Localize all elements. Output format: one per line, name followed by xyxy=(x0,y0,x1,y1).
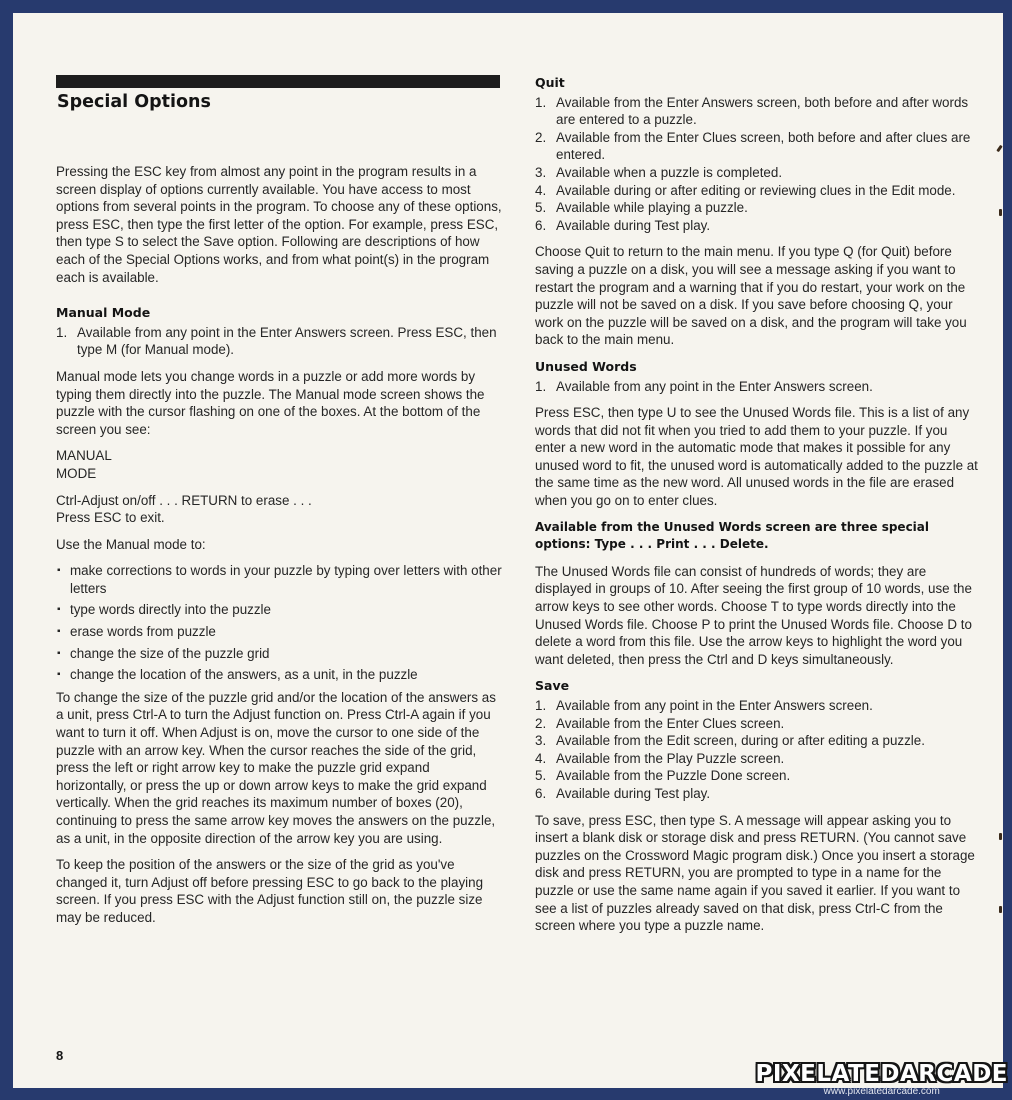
paper-mark xyxy=(999,209,1002,216)
unused-paragraph-1: Press ESC, then type U to see the Unused Words file. This is a list of any words that did not fit when you tried to add them to your puzzle. If you enter a new word in the automatic mode that makes it possible for any unused word to fit, the unused word is automatically added to the puzzle at the same time as the new word. All unused words in the file are erased when you go on to enter clues. xyxy=(535,405,978,509)
manual-uses-list xyxy=(56,562,503,684)
manual-page xyxy=(13,13,1003,1088)
page-number: 8 xyxy=(56,1048,64,1063)
screen-text-mode xyxy=(56,447,503,482)
quit-availability-list xyxy=(535,94,979,235)
list-item: 2. Available from the Enter Clues screen, both before and after clues are entered. xyxy=(535,129,979,164)
list-item: ▪ change the size of the puzzle grid xyxy=(56,645,503,663)
list-item: 1. Available from any point in the Enter Answers screen. xyxy=(535,378,979,396)
manual-paragraph-2: To change the size of the puzzle grid and/or the location of the answers as a unit, press Ctrl-A to turn the Adjust function on. Press Ctrl-A again if you want to turn it off. When Adjust is on, move the cursor to one side of the puzzle with an arrow key. When the cursor reaches the side of the grid, press the left or right arrow key to make the puzzle grid expand horizontally, or press the up or down arrow keys to make the grid expand vertically. When the grid reaches its maximum number of boxes (20), continuing to press the same arrow key moves the answers on the puzzle, as a unit, in the opposite direction of the arrow key you are using. xyxy=(56,689,496,846)
list-item: 1. Available from any point in the Enter Answers screen. xyxy=(535,697,979,715)
screen-text-line: MANUAL xyxy=(56,448,112,464)
list-item: 3. Available when a puzzle is completed. xyxy=(535,164,979,182)
watermark-url: www.pixelatedarcade.com xyxy=(823,1086,940,1097)
screen-text-line: Press ESC to exit. xyxy=(56,510,165,526)
unused-words-heading: Unused Words xyxy=(535,358,637,374)
right-column xyxy=(535,74,979,944)
list-item: ▪ erase words from puzzle xyxy=(56,623,503,641)
paper-mark xyxy=(999,833,1002,840)
screen-text-line: MODE xyxy=(56,465,97,481)
list-item: 6. Available during Test play. xyxy=(535,217,979,235)
list-item: 6. Available during Test play. xyxy=(535,785,979,803)
screen-text-controls xyxy=(56,492,503,527)
list-item: 5. Available while playing a puzzle. xyxy=(535,199,979,217)
section-banner-bar xyxy=(56,75,500,88)
list-item: ▪ make corrections to words in your puzzle by typing over letters with other letters xyxy=(56,562,503,597)
page-title: Special Options xyxy=(57,92,211,112)
list-item: 4. Available during or after editing or reviewing clues in the Edit mode. xyxy=(535,182,979,200)
quit-heading: Quit xyxy=(535,75,565,90)
manual-availability-list xyxy=(56,324,503,359)
list-item: 2. Available from the Enter Clues screen. xyxy=(535,715,979,733)
list-item: 5. Available from the Puzzle Done screen. xyxy=(535,767,979,785)
list-item: ▪ change the location of the answers, as a unit, in the puzzle xyxy=(56,666,503,684)
list-item: 4. Available from the Play Puzzle screen. xyxy=(535,750,979,768)
list-item: 3. Available from the Edit screen, during or after editing a puzzle. xyxy=(535,732,979,750)
save-paragraph: To save, press ESC, then type S. A message will appear asking you to insert a blank disk or storage disk and press RETURN. (You cannot save puzzles on the Crossword Magic program disk.) Once you insert a storage disk and press RETURN, you are prompted to type in a name for the puzzle or use the same name again if you saved it earlier. If you want to see a list of puzzles already saved on that disk, press Ctrl-C from the screen where you type a puzzle name. xyxy=(535,812,975,934)
unused-availability-list xyxy=(535,378,979,396)
watermark xyxy=(755,1062,1008,1098)
manual-mode-heading: Manual Mode xyxy=(56,305,151,321)
list-item: ▪ type words directly into the puzzle xyxy=(56,601,503,619)
paper-mark xyxy=(999,906,1002,913)
left-column xyxy=(56,163,503,936)
list-item: 1. Available from the Enter Answers screen, both before and after words are entered to a puzzle. xyxy=(535,94,979,129)
watermark-logo: PIXELATEDARCADE xyxy=(755,1061,1008,1087)
unused-paragraph-2: The Unused Words file can consist of hundreds of words; they are displayed in groups of 10. After seeing the first group of 10 words, use the arrow keys to see other words. Choose T to type words directly into the Unused Words file. Choose P to print the Unused Words file. Choose D to delete a word from this file. Use the arrow keys to highlight the word you want deleted, then press the Ctrl and D keys simultaneously. xyxy=(535,563,972,667)
manual-paragraph-1: Manual mode lets you change words in a puzzle or add more words by typing them directly into the puzzle. The Manual mode screen shows the puzzle with the cursor flashing on one of the boxes. At the bottom of the screen you see: xyxy=(56,368,485,437)
save-availability-list xyxy=(535,697,979,803)
quit-paragraph: Choose Quit to return to the main menu. If you type Q (for Quit) before saving a puzzle on a disk, you will see a message asking if you want to restart the program and a warning that if you do restart, your work on the puzzle will not be saved on a disk. If you save before choosing Q, your work on the puzzle will be saved on a disk, and the program will take you back to the main menu. xyxy=(535,244,967,348)
intro-paragraph: Pressing the ESC key from almost any point in the program results in a screen display of options currently available. You have access to most options from several points in the program. To choose any of these options, press ESC, then type the first letter of the option. For example, press ESC, then type S to select the Save option. Following are descriptions of how each of the Special Options works, and from what point(s) in the program each is available. xyxy=(56,164,502,285)
paper-mark xyxy=(996,145,1002,152)
save-heading: Save xyxy=(535,678,570,694)
list-item: 1. Available from any point in the Enter Answers screen. Press ESC, then type M (for Manual mode). xyxy=(56,324,503,359)
manual-use-intro: Use the Manual mode to: xyxy=(56,536,206,552)
manual-paragraph-3: To keep the position of the answers or the size of the grid as you've changed it, turn Adjust off before pressing ESC to go back to the playing screen. If you press ESC with the Adjust function still on, the puzzle size may be reduced. xyxy=(56,857,484,925)
screen-text-line: Ctrl-Adjust on/off . . . RETURN to erase . . . xyxy=(56,492,312,508)
unused-options-note: Available from the Unused Words screen are three special options: Type . . . Print . . . Delete. xyxy=(535,519,930,552)
